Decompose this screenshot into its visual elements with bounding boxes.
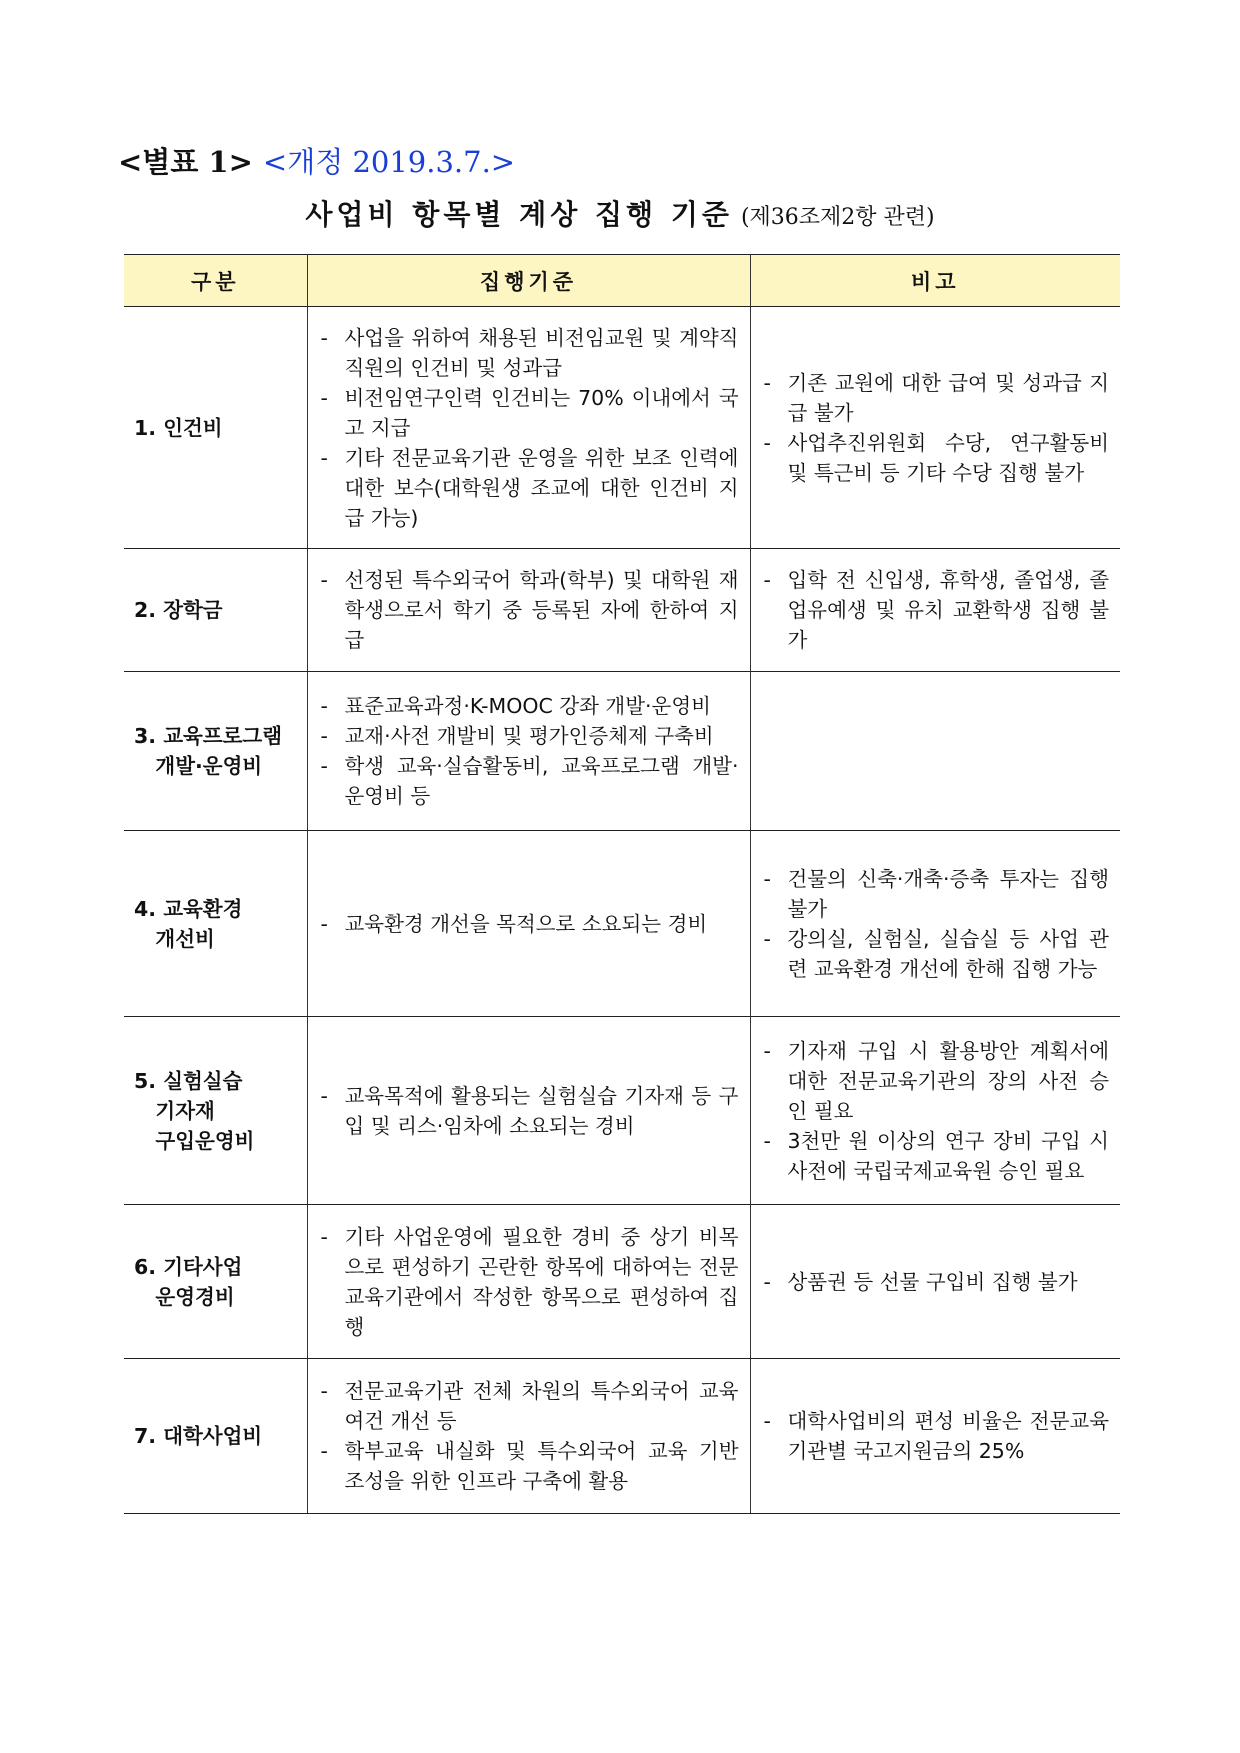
- category-label: 7. 대학사업비: [134, 1424, 263, 1448]
- criteria-item: - 선정된 특수외국어 학과(학부) 및 대학원 재학생으로서 학기 중 등록된 자에 한하여 지급: [321, 565, 739, 655]
- table-row: [124, 549, 1120, 672]
- criteria-cell: [307, 1359, 750, 1514]
- criteria-cell: [307, 831, 750, 1017]
- annex-heading: [118, 140, 515, 181]
- remark-item: - 강의실, 실험실, 실습실 등 사업 관련 교육환경 개선에 한해 집행 가능: [764, 924, 1110, 984]
- table-header-row: [124, 255, 1120, 307]
- criteria-item: - 전문교육기관 전체 차원의 특수외국어 교육 여건 개선 등: [321, 1376, 739, 1436]
- title-reference: (제36조제2항 관련): [740, 205, 935, 230]
- category-label: 개발·운영비: [134, 754, 263, 778]
- category-cell: [124, 1017, 307, 1205]
- criteria-table: [124, 254, 1120, 1514]
- category-label: 개선비: [134, 926, 215, 951]
- header-category: 구분: [124, 255, 307, 307]
- remark-item: - 3천만 원 이상의 연구 장비 구입 시 사전에 국립국제교육원 승인 필요: [764, 1126, 1110, 1186]
- category-cell: [124, 831, 307, 1017]
- remark-item: - 상품권 등 선물 구입비 집행 불가: [764, 1267, 1110, 1297]
- criteria-cell: [307, 1017, 750, 1205]
- remarks-cell: [750, 549, 1120, 672]
- criteria-item: - 표준교육과정·K-MOOC 강좌 개발·운영비: [321, 691, 739, 721]
- table-row: [124, 307, 1120, 549]
- table-row: [124, 1017, 1120, 1205]
- header-criteria: 집행기준: [307, 255, 750, 307]
- header-remarks: 비고: [750, 255, 1120, 307]
- remark-item: - 기존 교원에 대한 급여 및 성과급 지급 불가: [764, 368, 1110, 428]
- criteria-cell: [307, 307, 750, 549]
- criteria-item: - 학생 교육·실습활동비, 교육프로그램 개발·운영비 등: [321, 751, 739, 811]
- remarks-cell: [750, 672, 1120, 831]
- criteria-item: - 비전임연구인력 인건비는 70% 이내에서 국고 지급: [321, 383, 739, 443]
- category-cell: [124, 672, 307, 831]
- table-row: [124, 831, 1120, 1017]
- criteria-item: - 사업을 위하여 채용된 비전임교원 및 계약직 직원의 인건비 및 성과급: [321, 323, 739, 383]
- category-label: 1. 인건비: [134, 415, 223, 440]
- revision-date: <개정 2019.3.7.>: [262, 145, 516, 179]
- criteria-item: - 기타 전문교육기관 운영을 위한 보조 인력에 대한 보수(대학원생 조교에 대한 인건비 지급 가능): [321, 443, 739, 533]
- remarks-cell: [750, 1017, 1120, 1205]
- category-label: 구입운영비: [134, 1128, 255, 1153]
- category-cell: [124, 1205, 307, 1359]
- remarks-cell: [750, 307, 1120, 549]
- category-label: 6. 기타사업: [134, 1254, 243, 1279]
- remark-item: - 사업추진위원회 수당, 연구활동비 및 특근비 등 기타 수당 집행 불가: [764, 428, 1110, 488]
- category-label: 기자재: [134, 1098, 215, 1123]
- criteria-item: - 교재·사전 개발비 및 평가인증체제 구축비: [321, 721, 739, 751]
- table-row: [124, 672, 1120, 831]
- category-cell: [124, 549, 307, 672]
- table-row: [124, 1359, 1120, 1514]
- remarks-cell: [750, 1359, 1120, 1514]
- category-cell: [124, 307, 307, 549]
- criteria-item: - 기타 사업운영에 필요한 경비 중 상기 비목으로 편성하기 곤란한 항목에 대하여는 전문교육기관에서 작성한 항목으로 편성하여 집행: [321, 1222, 739, 1342]
- table-row: [124, 1205, 1120, 1359]
- category-label: 운영경비: [134, 1284, 235, 1309]
- remark-item: - 입학 전 신입생, 휴학생, 졸업생, 졸업유예생 및 유치 교환학생 집행 불가: [764, 565, 1110, 655]
- remarks-cell: [750, 1205, 1120, 1359]
- criteria-cell: [307, 1205, 750, 1359]
- criteria-cell: [307, 549, 750, 672]
- criteria-cell: [307, 672, 750, 831]
- criteria-item: - 학부교육 내실화 및 특수외국어 교육 기반 조성을 위한 인프라 구축에 활용: [321, 1436, 739, 1496]
- category-cell: [124, 1359, 307, 1514]
- remarks-cell: [750, 831, 1120, 1017]
- criteria-item: - 교육목적에 활용되는 실험실습 기자재 등 구입 및 리스·임차에 소요되는 경비: [321, 1081, 739, 1141]
- remark-item: - 기자재 구입 시 활용방안 계획서에 대한 전문교육기관의 장의 사전 승인 필요: [764, 1036, 1110, 1126]
- category-label: 5. 실험실습: [134, 1068, 243, 1093]
- remark-item: - 대학사업비의 편성 비율은 전문교육기관별 국고지원금의 25%: [764, 1406, 1110, 1466]
- category-label: 4. 교육환경: [134, 896, 243, 921]
- title-main: 사업비 항목별 계상 집행 기준: [305, 198, 733, 231]
- category-label: 3. 교육프로그램: [134, 724, 283, 748]
- annex-label: <별표 1>: [118, 145, 253, 179]
- document-title: [0, 193, 1240, 233]
- category-label: 2. 장학금: [134, 598, 223, 622]
- remark-item: - 건물의 신축·개축·증축 투자는 집행 불가: [764, 864, 1110, 924]
- criteria-item: - 교육환경 개선을 목적으로 소요되는 경비: [321, 909, 739, 939]
